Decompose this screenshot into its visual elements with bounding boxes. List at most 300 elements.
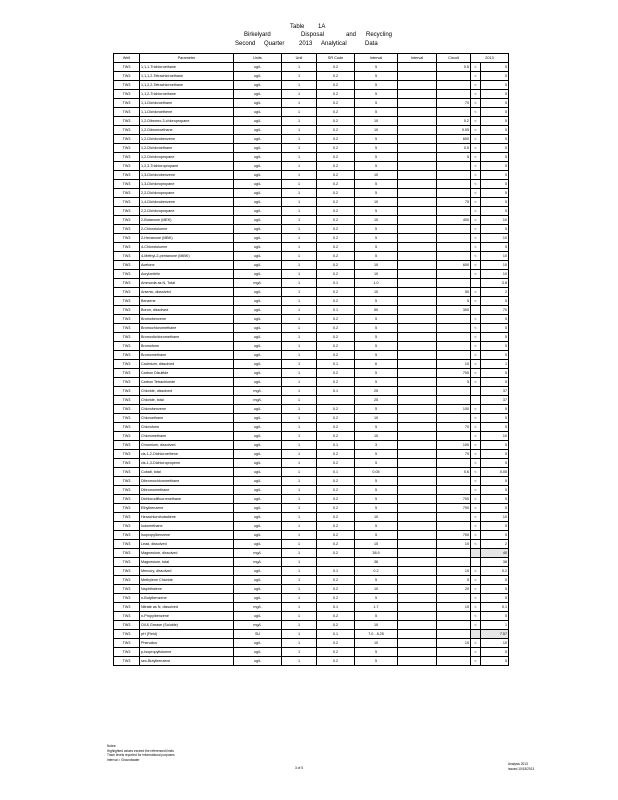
unit-cell: 1 (282, 198, 317, 207)
result-cell: 5 (481, 72, 509, 81)
column-header: Circuit (437, 54, 471, 63)
table-row (114, 99, 509, 108)
interval-cell: 5 (355, 378, 398, 387)
unit-cell: 1 (282, 144, 317, 153)
parameter-cell: Hexachlorobutadiene (140, 513, 234, 522)
table-row (114, 378, 509, 387)
units-cell: ug/L (234, 423, 282, 432)
units-cell: ug/L (234, 324, 282, 333)
table-row (114, 576, 509, 585)
result-cell: 37 (481, 396, 509, 405)
interval-cell: 5 (355, 612, 398, 621)
parameter-cell: 1,1-Dichloroethane (140, 99, 234, 108)
qualifier-cell: < (471, 504, 481, 513)
units-cell: ug/L (234, 333, 282, 342)
interval-cell: 5 (355, 180, 398, 189)
parameter-cell: Dibromomethane (140, 486, 234, 495)
unit-cell: 1 (282, 468, 317, 477)
table-row (114, 351, 509, 360)
qualifier-cell: < (471, 432, 481, 441)
parameter-cell: Chloride, total (140, 396, 234, 405)
units-cell: ug/L (234, 225, 282, 234)
interval2-cell (398, 81, 437, 90)
interval-cell: 5 (355, 423, 398, 432)
result-cell: 5 (481, 585, 509, 594)
unit-cell: 1 (282, 306, 317, 315)
note-line: Highlighted values exceed the referenced limits (107, 748, 174, 753)
parameter-cell: 1,2-Dichloropropane (140, 153, 234, 162)
result-cell: 5 (481, 117, 509, 126)
well-cell: TW3 (114, 648, 140, 657)
circuit-cell (437, 225, 471, 234)
well-cell: TW3 (114, 585, 140, 594)
result-cell: 5 (481, 108, 509, 117)
unit-cell: 1 (282, 477, 317, 486)
well-cell: TW3 (114, 270, 140, 279)
qualifier-cell: < (471, 594, 481, 603)
units-cell: ug/L (234, 63, 282, 72)
parameter-cell: Mercury, dissolved (140, 567, 234, 576)
sr-code-cell: 0.2 (317, 63, 355, 72)
parameter-cell: 1,2-Dibromo-3-chloropropane (140, 117, 234, 126)
interval2-cell (398, 459, 437, 468)
circuit-cell (437, 243, 471, 252)
units-cell: ug/L (234, 468, 282, 477)
unit-cell: 1 (282, 657, 317, 666)
sr-code-cell: 0.1 (317, 360, 355, 369)
qualifier-cell: < (471, 153, 481, 162)
unit-cell: 1 (282, 279, 317, 288)
sr-code-cell: 0.1 (317, 567, 355, 576)
result-cell: 10 (481, 234, 509, 243)
interval-cell: 5 (355, 81, 398, 90)
circuit-cell (437, 189, 471, 198)
units-cell: ug/L (234, 585, 282, 594)
interval2-cell (398, 405, 437, 414)
circuit-cell: 300 (437, 306, 471, 315)
unit-cell: 1 (282, 513, 317, 522)
units-cell: ug/L (234, 378, 282, 387)
well-cell: TW3 (114, 630, 140, 639)
unit-cell: 1 (282, 594, 317, 603)
circuit-cell: 10 (437, 567, 471, 576)
interval-cell: 5 (355, 333, 398, 342)
well-cell: TW3 (114, 378, 140, 387)
sr-code-cell: 0.2 (317, 405, 355, 414)
units-cell: ug/L (234, 486, 282, 495)
result-cell: 5 (481, 63, 509, 72)
table-row (114, 324, 509, 333)
interval2-cell (398, 189, 437, 198)
sr-code-cell: 0.2 (317, 288, 355, 297)
units-cell: ug/L (234, 414, 282, 423)
units-cell: ug/L (234, 171, 282, 180)
sr-code-cell: 0.2 (317, 369, 355, 378)
circuit-cell (437, 630, 471, 639)
units-cell: ug/L (234, 513, 282, 522)
analytical-data-table (113, 53, 509, 666)
interval2-cell (398, 360, 437, 369)
well-cell: TW3 (114, 126, 140, 135)
interval2-cell (398, 207, 437, 216)
footer-right (508, 762, 534, 771)
result-cell: 5 (481, 189, 509, 198)
interval-cell: 5 (355, 450, 398, 459)
table-row (114, 459, 509, 468)
sr-code-cell: 0.2 (317, 270, 355, 279)
qualifier-cell: < (471, 522, 481, 531)
circuit-cell: 100 (437, 441, 471, 450)
circuit-cell: 0.5 (437, 144, 471, 153)
result-cell: 5 (481, 144, 509, 153)
table-row (114, 135, 509, 144)
interval2-cell (398, 306, 437, 315)
table-row (114, 540, 509, 549)
sr-code-cell: 0.1 (317, 279, 355, 288)
units-cell: ug/L (234, 639, 282, 648)
sr-code-cell: 0.2 (317, 414, 355, 423)
unit-cell: 1 (282, 504, 317, 513)
units-cell: mg/L (234, 558, 282, 567)
interval2-cell (398, 477, 437, 486)
well-cell: TW3 (114, 486, 140, 495)
result-cell: 10 (481, 261, 509, 270)
sr-code-cell: 0.2 (317, 252, 355, 261)
result-cell: 1 (481, 360, 509, 369)
circuit-cell (437, 594, 471, 603)
qualifier-cell: < (471, 648, 481, 657)
unit-cell: 1 (282, 234, 317, 243)
well-cell: TW3 (114, 90, 140, 99)
table-row (114, 405, 509, 414)
unit-cell: 1 (282, 153, 317, 162)
well-cell: TW3 (114, 504, 140, 513)
result-cell: 5 (481, 171, 509, 180)
well-cell: TW3 (114, 252, 140, 261)
interval2-cell (398, 396, 437, 405)
table-row (114, 531, 509, 540)
circuit-cell (437, 522, 471, 531)
sr-code-cell: 0.2 (317, 432, 355, 441)
interval-cell: 15 (355, 540, 398, 549)
circuit-cell (437, 396, 471, 405)
result-cell: 10 (481, 513, 509, 522)
well-cell: TW3 (114, 324, 140, 333)
interval2-cell (398, 198, 437, 207)
unit-cell: 1 (282, 333, 317, 342)
parameter-cell: Benzene (140, 297, 234, 306)
interval2-cell (398, 531, 437, 540)
column-header: Units (234, 54, 282, 63)
well-cell: TW3 (114, 495, 140, 504)
parameter-cell: 2-Chlorotoluene (140, 225, 234, 234)
parameter-cell: Magnesium, dissolved (140, 549, 234, 558)
parameter-cell: 2-Hexanone (MBK) (140, 234, 234, 243)
unit-cell: 1 (282, 72, 317, 81)
footer-right-line: Analysis 2013 (508, 762, 528, 766)
table-row (114, 144, 509, 153)
qualifier-cell: < (471, 531, 481, 540)
interval2-cell (398, 108, 437, 117)
title-word: Data (365, 41, 378, 47)
interval2-cell (398, 369, 437, 378)
well-cell: TW3 (114, 405, 140, 414)
sr-code-cell: 0.2 (317, 576, 355, 585)
sr-code-cell: 0.2 (317, 153, 355, 162)
result-cell: 5 (481, 153, 509, 162)
well-cell: TW3 (114, 423, 140, 432)
qualifier-cell: < (471, 513, 481, 522)
sr-code-cell: 0.2 (317, 513, 355, 522)
qualifier-cell: < (471, 342, 481, 351)
units-cell: ug/L (234, 135, 282, 144)
unit-cell: 1 (282, 378, 317, 387)
table-row (114, 315, 509, 324)
interval2-cell (398, 72, 437, 81)
interval2-cell (398, 126, 437, 135)
parameter-cell: 4-Chlorotoluene (140, 243, 234, 252)
well-cell: TW3 (114, 522, 140, 531)
parameter-cell: Dichlorodifluoromethane (140, 495, 234, 504)
sr-code-cell: 0.2 (317, 495, 355, 504)
circuit-cell: 600 (437, 135, 471, 144)
circuit-cell: 70 (437, 99, 471, 108)
units-cell: ug/L (234, 576, 282, 585)
table-row (114, 585, 509, 594)
interval2-cell (398, 387, 437, 396)
circuit-cell (437, 558, 471, 567)
interval2-cell (398, 432, 437, 441)
circuit-cell (437, 432, 471, 441)
units-cell: ug/L (234, 198, 282, 207)
unit-cell: 1 (282, 135, 317, 144)
interval-cell: 5 (355, 576, 398, 585)
well-cell: TW3 (114, 432, 140, 441)
interval-cell: 5 (355, 324, 398, 333)
sr-code-cell: 0.1 (317, 441, 355, 450)
circuit-cell (437, 333, 471, 342)
unit-cell: 1 (282, 639, 317, 648)
units-cell: ug/L (234, 432, 282, 441)
units-cell: ug/L (234, 441, 282, 450)
interval-cell: 10 (355, 117, 398, 126)
qualifier-cell: < (471, 252, 481, 261)
table-row (114, 234, 509, 243)
well-cell: TW3 (114, 450, 140, 459)
interval2-cell (398, 486, 437, 495)
table-row (114, 639, 509, 648)
well-cell: TW3 (114, 198, 140, 207)
parameter-cell: 1,1-Dichloroethene (140, 108, 234, 117)
interval-cell: 5 (355, 162, 398, 171)
well-cell: TW3 (114, 549, 140, 558)
interval2-cell (398, 378, 437, 387)
parameter-cell: 1,2-Dichlorobenzene (140, 135, 234, 144)
title-word: Recycling (366, 32, 393, 38)
qualifier-cell: < (471, 216, 481, 225)
well-cell: TW3 (114, 621, 140, 630)
qualifier-cell: < (471, 486, 481, 495)
units-cell: ug/L (234, 189, 282, 198)
circuit-cell: 5 (437, 297, 471, 306)
parameter-cell: Magnesium, total (140, 558, 234, 567)
sr-code-cell: 0.2 (317, 324, 355, 333)
interval2-cell (398, 351, 437, 360)
well-cell: TW3 (114, 234, 140, 243)
parameter-cell: pH (Field) (140, 630, 234, 639)
sr-code-cell: 0.2 (317, 621, 355, 630)
parameter-cell: 1,1,2,2-Tetrachloroethane (140, 81, 234, 90)
result-cell: 5 (481, 162, 509, 171)
interval2-cell (398, 252, 437, 261)
sr-code-cell: 0.2 (317, 657, 355, 666)
qualifier-cell: < (471, 585, 481, 594)
interval2-cell (398, 243, 437, 252)
result-cell: 5 (481, 486, 509, 495)
table-row (114, 171, 509, 180)
interval2-cell (398, 63, 437, 72)
result-cell: 5 (481, 657, 509, 666)
parameter-cell: cis-1,2-Dichloroethene (140, 450, 234, 459)
table-row (114, 432, 509, 441)
well-cell: TW3 (114, 531, 140, 540)
qualifier-cell: < (471, 450, 481, 459)
units-cell: ug/L (234, 144, 282, 153)
units-cell: ug/L (234, 153, 282, 162)
interval-cell: 5 (355, 486, 398, 495)
circuit-cell: 0.05 (437, 126, 471, 135)
well-cell: TW3 (114, 639, 140, 648)
result-cell: 5 (481, 342, 509, 351)
circuit-cell: 0.5 (437, 63, 471, 72)
well-cell: TW3 (114, 216, 140, 225)
interval2-cell (398, 99, 437, 108)
interval-cell: 1.7 (355, 603, 398, 612)
interval2-cell (398, 630, 437, 639)
qualifier-cell (471, 549, 481, 558)
qualifier-cell: < (471, 126, 481, 135)
title-word: and (346, 32, 357, 38)
unit-cell: 1 (282, 360, 317, 369)
table-row (114, 423, 509, 432)
well-cell: TW3 (114, 81, 140, 90)
qualifier-cell: < (471, 360, 481, 369)
interval-cell: 5 (355, 477, 398, 486)
sr-code-cell: 0.2 (317, 216, 355, 225)
table-row (114, 288, 509, 297)
parameter-cell: Chloromethane (140, 432, 234, 441)
well-cell: TW3 (114, 144, 140, 153)
qualifier-cell: < (471, 243, 481, 252)
qualifier-cell: < (471, 495, 481, 504)
unit-cell: 1 (282, 621, 317, 630)
qualifier-cell: < (471, 207, 481, 216)
interval-cell: 5 (355, 315, 398, 324)
qualifier-cell: < (471, 198, 481, 207)
column-header: Interval (398, 54, 437, 63)
result-cell: 7.57 (481, 630, 509, 639)
units-cell: ug/L (234, 450, 282, 459)
circuit-cell (437, 234, 471, 243)
interval2-cell (398, 117, 437, 126)
result-cell: 5 (481, 126, 509, 135)
interval2-cell (398, 297, 437, 306)
interval-cell: 5 (355, 405, 398, 414)
table-row (114, 72, 509, 81)
interval2-cell (398, 225, 437, 234)
interval2-cell (398, 549, 437, 558)
table-row (114, 180, 509, 189)
interval2-cell (398, 288, 437, 297)
unit-cell: 1 (282, 270, 317, 279)
parameter-cell: Cobalt, total (140, 468, 234, 477)
table-row (114, 468, 509, 477)
sr-code-cell: 0.2 (317, 126, 355, 135)
interval-cell: 50 (355, 306, 398, 315)
interval2-cell (398, 153, 437, 162)
circuit-cell: 100 (437, 405, 471, 414)
well-cell: TW3 (114, 567, 140, 576)
result-cell: 38 (481, 558, 509, 567)
well-cell: TW3 (114, 594, 140, 603)
sr-code-cell: 0.2 (317, 99, 355, 108)
qualifier-cell (471, 558, 481, 567)
interval2-cell (398, 135, 437, 144)
interval-cell: 5 (355, 252, 398, 261)
result-cell: 10 (481, 216, 509, 225)
parameter-cell: 1,2,3-Trichloropropane (140, 162, 234, 171)
interval-cell: 10 (355, 198, 398, 207)
table-row (114, 252, 509, 261)
table-row (114, 261, 509, 270)
table-row (114, 117, 509, 126)
circuit-cell: 50 (437, 288, 471, 297)
sr-code-cell: 0.2 (317, 162, 355, 171)
table-row (114, 306, 509, 315)
sr-code-cell: 0.2 (317, 585, 355, 594)
circuit-cell (437, 207, 471, 216)
parameter-cell: Chromium, dissolved (140, 441, 234, 450)
unit-cell: 1 (282, 522, 317, 531)
circuit-cell: 400 (437, 216, 471, 225)
interval-cell: 5 (355, 207, 398, 216)
table-row (114, 153, 509, 162)
parameter-cell: 4-Methyl-2-pentanone (MIBK) (140, 252, 234, 261)
unit-cell: 1 (282, 648, 317, 657)
units-cell: ug/L (234, 216, 282, 225)
units-cell: ug/L (234, 270, 282, 279)
qualifier-cell: < (471, 369, 481, 378)
circuit-cell: 700 (437, 369, 471, 378)
parameter-cell: Bromomethane (140, 351, 234, 360)
sr-code-cell: 0.2 (317, 423, 355, 432)
result-cell: 5 (481, 351, 509, 360)
interval-cell: 10 (355, 288, 398, 297)
unit-cell: 1 (282, 63, 317, 72)
result-cell: 5 (481, 297, 509, 306)
unit-cell: 1 (282, 99, 317, 108)
parameter-cell: Ethylbenzene (140, 504, 234, 513)
unit-cell: 1 (282, 225, 317, 234)
parameter-cell: 1,2-Dichloroethane (140, 144, 234, 153)
units-cell: ug/L (234, 594, 282, 603)
well-cell: TW3 (114, 153, 140, 162)
table-row (114, 63, 509, 72)
parameter-cell: cis-1,3-Dichloropropene (140, 459, 234, 468)
interval-cell: 5 (355, 153, 398, 162)
units-cell: ug/L (234, 180, 282, 189)
well-cell: TW3 (114, 288, 140, 297)
